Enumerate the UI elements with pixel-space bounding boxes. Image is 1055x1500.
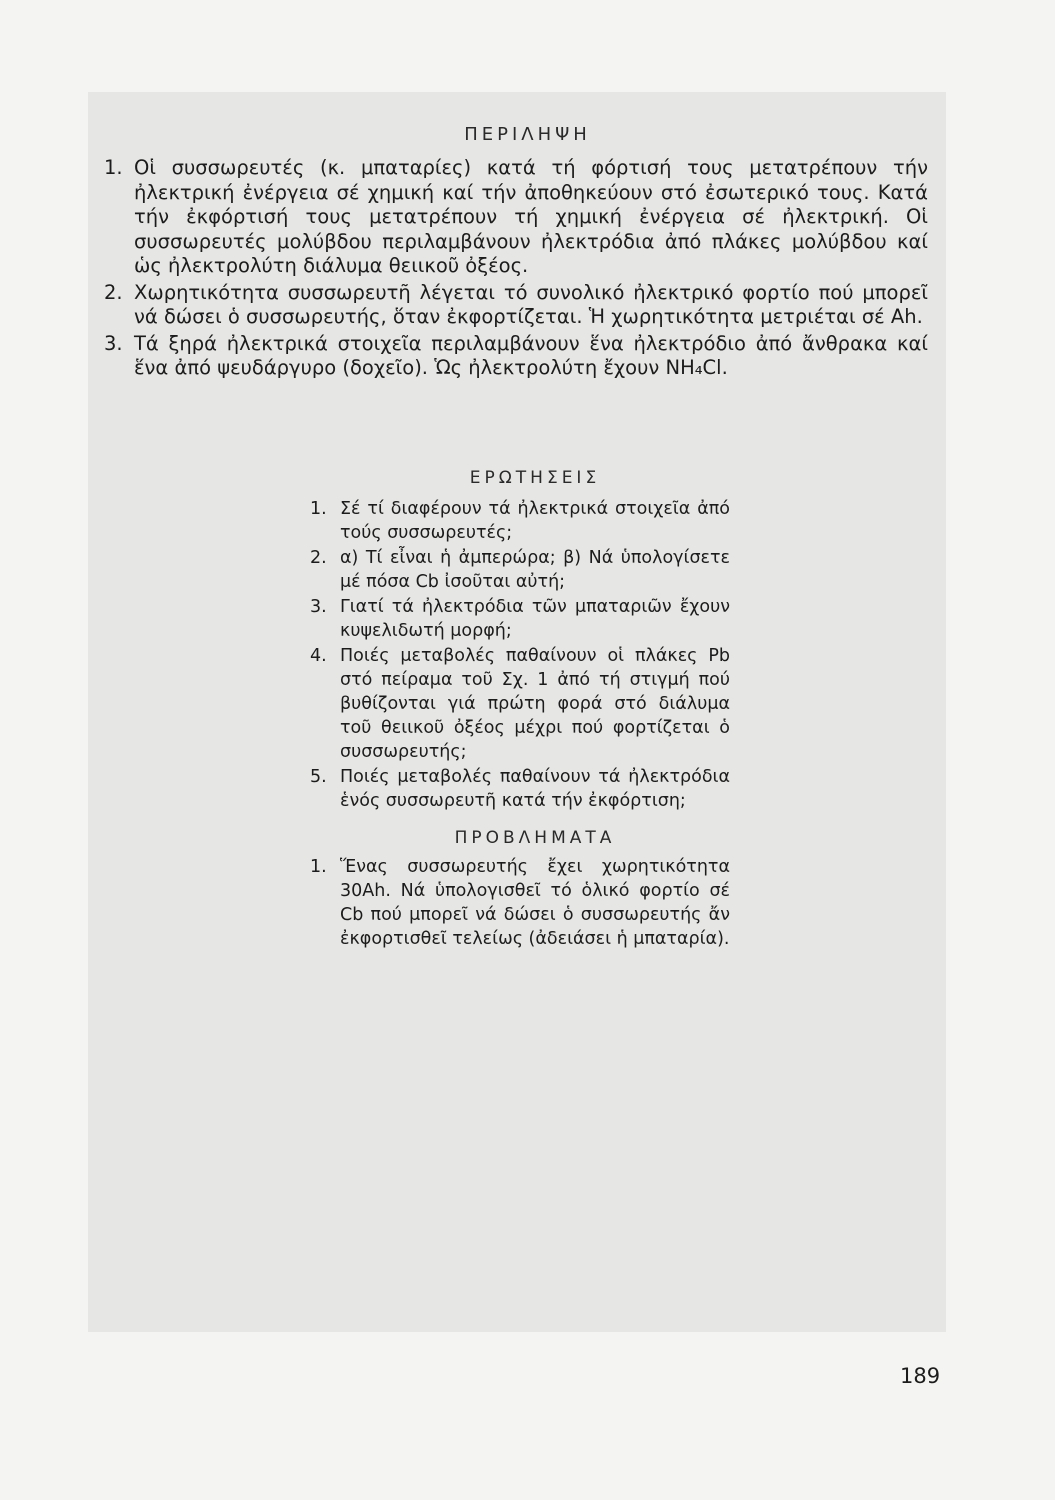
item-text: Χωρητικότητα συσσωρευτῆ λέγεται τό συνολικό ἠλεκτρικό φορτίο πού μπορεῖ νά δώσει ὁ συσσωρευτής, ὅταν ἐκφορτίζεται. Ἡ χωρητικότητα μετριέται σέ Ah. — [134, 280, 928, 328]
item-number: 1. — [310, 499, 327, 519]
questions-heading: ΕΡΩΤΗΣΕΙΣ — [469, 468, 601, 488]
question-item — [306, 546, 730, 594]
summary-list — [100, 156, 928, 383]
summary-item — [100, 156, 928, 279]
problem-item — [306, 855, 730, 951]
item-text: Τά ξηρά ἠλεκτρικά στοιχεῖα περιλαμβάνουν ἕνα ἠλεκτρόδιο ἀπό ἄνθρακα καί ἕνα ἀπό ψευδάργυρο (δοχεῖο). Ὡς ἠλεκτρολύτη ἔχουν NH₄Cl. — [134, 331, 928, 379]
item-text: Ποιές μεταβολές παθαίνουν τά ἠλεκτρόδια ἑνός συσσωρευτῆ κατά τήν ἐκφόρτιση; — [340, 767, 730, 811]
summary-heading: ΠΕΡΙΛΗΨΗ — [464, 124, 591, 145]
item-number: 1. — [310, 857, 327, 877]
summary-item — [100, 332, 928, 381]
problems-heading: ΠΡΟΒΛΗΜΑΤΑ — [454, 828, 616, 848]
item-number: 4. — [310, 646, 327, 666]
question-item — [306, 497, 730, 545]
item-number: 3. — [104, 331, 123, 355]
item-text: Γιατί τά ἠλεκτρόδια τῶν μπαταριῶν ἔχουν κυψελιδωτή μορφή; — [340, 597, 730, 641]
item-text: Ποιές μεταβολές παθαίνουν οἱ πλάκες Pb στό πείραμα τοῦ Σχ. 1 ἀπό τή στιγμή πού βυθίζονται γιά πρώτη φορά στό διάλυμα τοῦ θειικοῦ ὀξέος μέχρι πού φορτίζεται ὁ συσσωρευτής; — [340, 646, 730, 762]
item-number: 5. — [310, 767, 327, 787]
item-text: Ἕνας συσσωρευτής ἔχει χωρητικότητα 30Ah. Νά ὑπολογισθεῖ τό ὁλικό φορτίο σέ Cb πού μπορεῖ νά δώσει ὁ συσσωρευτής ἄν ἐκφορτισθεῖ τελείως (ἀδειάσει ἡ μπαταρία). — [340, 857, 730, 949]
item-number: 3. — [310, 597, 327, 617]
item-text: Σέ τί διαφέρουν τά ἠλεκτρικά στοιχεῖα ἀπό τούς συσσωρευτές; — [340, 499, 730, 543]
item-text: α) Τί εἶναι ἡ ἀμπερώρα; β) Νά ὑπολογίσετε μέ πόσα Cb ἰσοῦται αὐτή; — [340, 548, 730, 592]
summary-item — [100, 281, 928, 330]
question-item — [306, 644, 730, 764]
item-number: 1. — [104, 156, 123, 179]
item-number: 2. — [310, 548, 327, 568]
item-number: 2. — [104, 280, 123, 304]
problems-list — [306, 855, 730, 951]
question-item — [306, 765, 730, 813]
questions-list — [306, 497, 730, 814]
item-text: Οἱ συσσωρευτές (κ. μπαταρίες) κατά τή φόρτισή τους μετατρέπουν τήν ἠλεκτρική ἐνέργεια σέ χημική καί τήν ἀποθηκεύουν στό ἐσωτερικό τους. Κατά τήν ἐκφόρτισή τους μετατρέπουν τή χημική ἐνέργεια σέ ἠλεκτρική. Οἱ συσσωρευτές μολύβδου περιλαμβάνουν ἠλεκτρόδια ἀπό πλάκες μολύβδου καί ὡς ἠλεκτρολύτη διάλυμα θειικοῦ ὀξέος. — [134, 156, 928, 277]
question-item — [306, 595, 730, 643]
page-number: 189 — [900, 1364, 941, 1388]
